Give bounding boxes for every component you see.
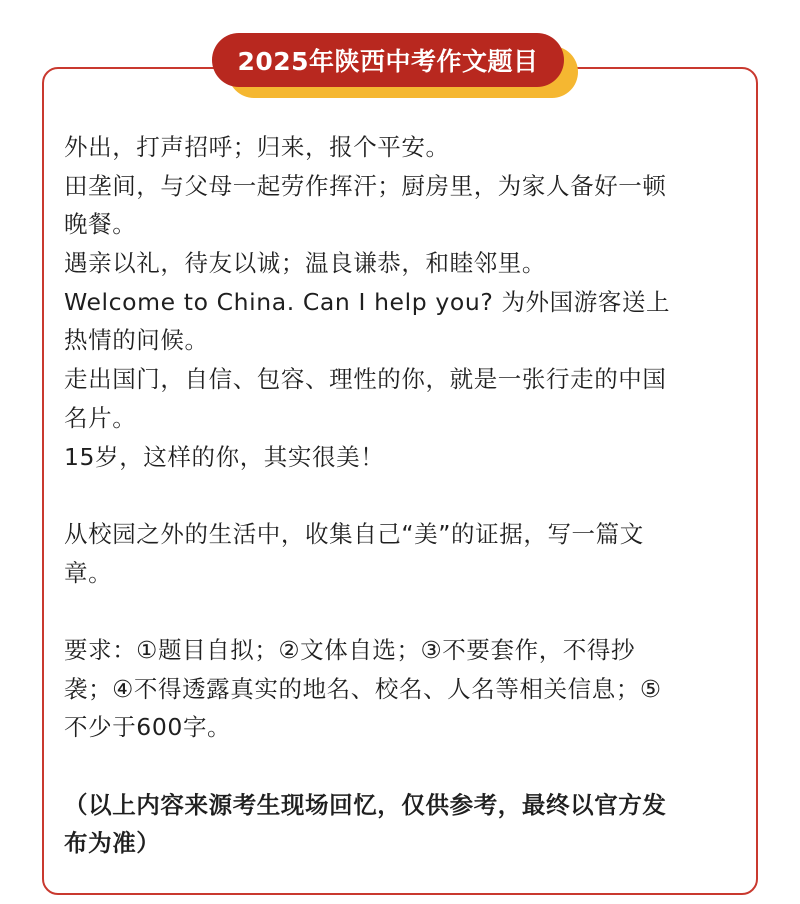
material-line: 热情的问候。 xyxy=(64,326,209,355)
note-line: （以上内容来源考生现场回忆，仅供参考，最终以官方发 xyxy=(64,790,667,819)
paragraph-spacer xyxy=(64,592,740,631)
material-line: 外出，打声招呼；归来，报个平安。 xyxy=(64,133,450,161)
material-section xyxy=(64,128,740,476)
page-title: 2025年陕西中考作文题目 xyxy=(237,47,539,76)
paragraph-spacer xyxy=(64,747,740,786)
material-line: Welcome to China. Can I help you? 为外国游客送上 xyxy=(64,287,671,316)
material-line: 田垄间，与父母一起劳作挥汗；厨房里，为家人备好一顿 xyxy=(64,171,667,200)
requirement-line: 要求：①题目自拟；②文体自选；③不要套作，不得抄 xyxy=(64,635,636,664)
requirement-line: 袭；④不得透露真实的地名、校名、人名等相关信息；⑤ xyxy=(64,674,662,703)
essay-prompt-body xyxy=(64,128,740,863)
task-line: 章。 xyxy=(64,558,113,587)
title-banner xyxy=(212,33,564,87)
material-line: 遇亲以礼，待友以诚；温良谦恭，和睦邻里。 xyxy=(64,249,546,278)
note-line: 布为准） xyxy=(64,829,161,858)
requirement-line: 不少于600字。 xyxy=(64,713,232,742)
material-line: 走出国门，自信、包容、理性的你，就是一张行走的中国 xyxy=(64,365,667,394)
material-line: 晚餐。 xyxy=(64,210,137,239)
task-section xyxy=(64,515,740,592)
source-note xyxy=(64,786,740,863)
material-line: 名片。 xyxy=(64,403,137,432)
requirements-section xyxy=(64,631,740,747)
task-line: 从校园之外的生活中，收集自己“美”的证据，写一篇文 xyxy=(64,519,644,548)
paragraph-spacer xyxy=(64,476,740,515)
material-line: 15岁，这样的你，其实很美！ xyxy=(64,442,385,471)
